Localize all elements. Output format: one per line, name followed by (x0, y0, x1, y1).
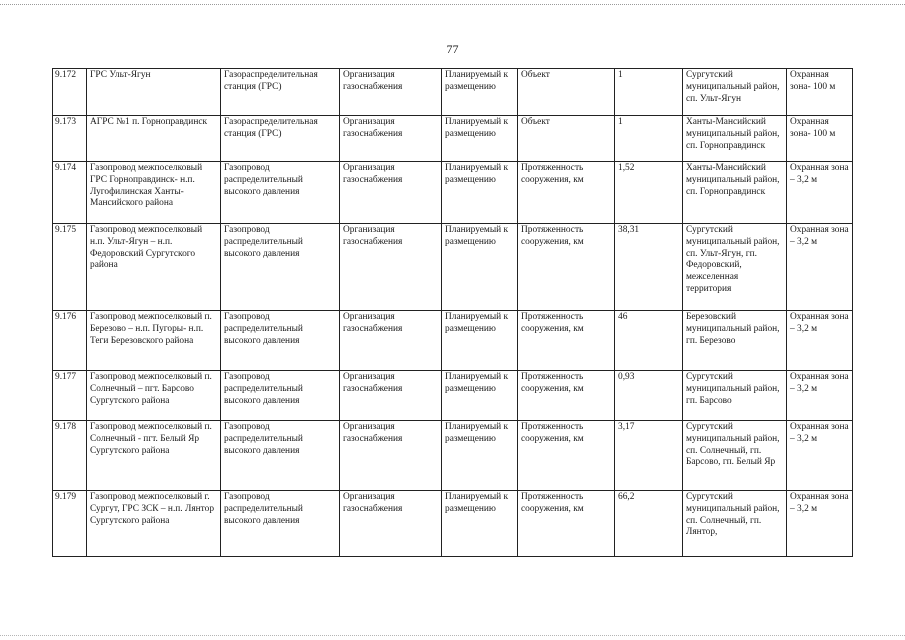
cell-object-name: Газопровод межпоселковый г. Сургут, ГРС ЗСК – н.п. Лянтор Сургутского района (87, 491, 221, 557)
cell-location: Сургутский муниципальный район, сп. Ульт-Ягун, гп. Федоровский, межселенная территория (683, 224, 787, 311)
cell-number: 9.175 (53, 224, 87, 311)
cell-zone: Охранная зона – 3,2 м (787, 491, 853, 557)
cell-purpose: Организация газоснабжения (340, 311, 442, 371)
cell-status: Планируемый к размещению (442, 311, 518, 371)
cell-purpose: Организация газоснабжения (340, 371, 442, 421)
cell-location: Березовский муниципальный район, гп. Березово (683, 311, 787, 371)
cell-location: Сургутский муниципальный район, сп. Солнечный, гп. Лянтор, (683, 491, 787, 557)
cell-purpose: Организация газоснабжения (340, 224, 442, 311)
cell-object-name: АГРС №1 п. Горноправдинск (87, 116, 221, 162)
cell-object-type: Газораспределительная станция (ГРС) (221, 116, 340, 162)
cell-status: Планируемый к размещению (442, 224, 518, 311)
cell-zone: Охранная зона – 3,2 м (787, 371, 853, 421)
table-row (53, 491, 853, 557)
cell-object-type: Газопровод распределительный высокого давления (221, 162, 340, 224)
cell-value: 66,2 (615, 491, 683, 557)
cell-characteristic: Объект (518, 116, 615, 162)
cell-location: Сургутский муниципальный район, гп. Барсово (683, 371, 787, 421)
cell-zone: Охранная зона- 100 м (787, 69, 853, 116)
cell-object-type: Газораспределительная станция (ГРС) (221, 69, 340, 116)
cell-object-name: Газопровод межпоселковый н.п. Ульт-Ягун – н.п. Федоровский Сургутского района (87, 224, 221, 311)
cell-object-name: Газопровод межпоселковый ГРС Горноправдинск- н.п. Лугофилинская Ханты-Мансийского района (87, 162, 221, 224)
page-number: 77 (446, 42, 459, 56)
cell-characteristic: Протяженность сооружения, км (518, 162, 615, 224)
cell-number: 9.176 (53, 311, 87, 371)
cell-number: 9.177 (53, 371, 87, 421)
cell-value: 1 (615, 116, 683, 162)
cell-purpose: Организация газоснабжения (340, 116, 442, 162)
cell-status: Планируемый к размещению (442, 116, 518, 162)
cell-object-type: Газопровод распределительный высокого давления (221, 421, 340, 491)
cell-object-name: Газопровод межпоселковый п. Солнечный – пгт. Барсово Сургутского района (87, 371, 221, 421)
cell-status: Планируемый к размещению (442, 491, 518, 557)
cell-zone: Охранная зона – 3,2 м (787, 311, 853, 371)
cell-value: 1 (615, 69, 683, 116)
cell-value: 46 (615, 311, 683, 371)
cell-purpose: Организация газоснабжения (340, 69, 442, 116)
cell-object-name: Газопровод межпоселковый п. Березово – н.п. Пугоры- н.п. Теги Березовского района (87, 311, 221, 371)
cell-value: 1,52 (615, 162, 683, 224)
cell-location: Ханты-Мансийский муниципальный район, сп. Горноправдинск (683, 162, 787, 224)
cell-number: 9.178 (53, 421, 87, 491)
cell-object-name: ГРС Ульт-Ягун (87, 69, 221, 116)
cell-characteristic: Протяженность сооружения, км (518, 311, 615, 371)
cell-zone: Охранная зона – 3,2 м (787, 224, 853, 311)
cell-zone: Охранная зона – 3,2 м (787, 421, 853, 491)
cell-zone: Охранная зона- 100 м (787, 116, 853, 162)
cell-characteristic: Протяженность сооружения, км (518, 421, 615, 491)
cell-object-type: Газопровод распределительный высокого давления (221, 224, 340, 311)
cell-purpose: Организация газоснабжения (340, 421, 442, 491)
cell-characteristic: Протяженность сооружения, км (518, 371, 615, 421)
cell-status: Планируемый к размещению (442, 162, 518, 224)
cell-status: Планируемый к размещению (442, 69, 518, 116)
cell-number: 9.179 (53, 491, 87, 557)
cell-purpose: Организация газоснабжения (340, 162, 442, 224)
cell-object-type: Газопровод распределительный высокого давления (221, 491, 340, 557)
cell-number: 9.174 (53, 162, 87, 224)
cell-characteristic: Протяженность сооружения, км (518, 491, 615, 557)
cell-value: 0,93 (615, 371, 683, 421)
cell-number: 9.173 (53, 116, 87, 162)
table-row (53, 421, 853, 491)
cell-object-type: Газопровод распределительный высокого давления (221, 371, 340, 421)
table-row (53, 162, 853, 224)
cell-characteristic: Протяженность сооружения, км (518, 224, 615, 311)
cell-object-name: Газопровод межпоселковый п. Солнечный - пгт. Белый Яр Сургутского района (87, 421, 221, 491)
planned-objects-table (52, 68, 853, 557)
cell-purpose: Организация газоснабжения (340, 491, 442, 557)
cell-location: Сургутский муниципальный район, сп. Ульт-Ягун (683, 69, 787, 116)
scan-edge-bottom (0, 635, 905, 636)
table-row (53, 311, 853, 371)
scan-edge-top (0, 4, 905, 5)
table-row (53, 224, 853, 311)
cell-number: 9.172 (53, 69, 87, 116)
cell-location: Сургутский муниципальный район, сп. Солнечный, гп. Барсово, гп. Белый Яр (683, 421, 787, 491)
table-row (53, 371, 853, 421)
cell-characteristic: Объект (518, 69, 615, 116)
cell-zone: Охранная зона – 3,2 м (787, 162, 853, 224)
table-row (53, 116, 853, 162)
cell-status: Планируемый к размещению (442, 421, 518, 491)
table-row (53, 69, 853, 116)
cell-object-type: Газопровод распределительный высокого давления (221, 311, 340, 371)
cell-value: 38,31 (615, 224, 683, 311)
cell-value: 3,17 (615, 421, 683, 491)
cell-location: Ханты-Мансийский муниципальный район, сп. Горноправдинск (683, 116, 787, 162)
cell-status: Планируемый к размещению (442, 371, 518, 421)
